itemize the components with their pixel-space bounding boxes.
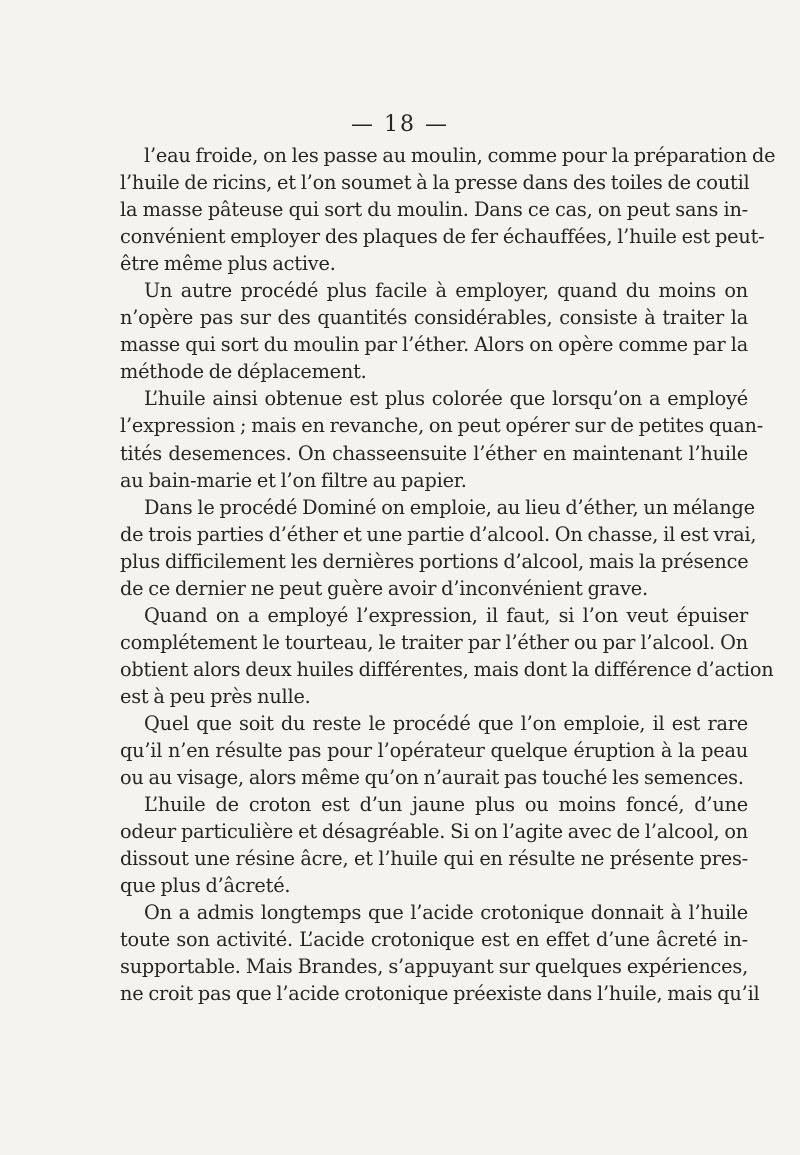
text-line: ou au visage, alors même qu’on n’aurait pas touché les semences.: [120, 766, 744, 790]
paragraph: [120, 791, 748, 899]
text-line: obtient alors deux huiles différentes, mais dont la différence d’action: [120, 657, 774, 681]
paragraph: [120, 710, 748, 791]
text-line: supportable. Mais Brandes, s’appuyant sur quelques expériences,: [120, 955, 748, 979]
text-line: odeur particulière et désagréable. Si on l’agite avec de l’alcool, on: [120, 820, 748, 844]
text-line: toute son activité. L’acide crotonique est en effet d’une âcreté in-: [120, 928, 748, 952]
text-line: L’huile ainsi obtenue est plus colorée que lorsqu’on a employé: [144, 387, 748, 411]
text-line: Quand on a employé l’expression, il faut, si l’on veut épuiser: [144, 603, 748, 627]
text-line: L’huile de croton est d’un jaune plus ou moins foncé, d’une: [144, 793, 748, 817]
page-number: — 18 —: [351, 112, 449, 137]
text-line: la masse pâteuse qui sort du moulin. Dans ce cas, on peut sans in-: [120, 198, 748, 222]
text-line: tités desemences. On chasseensuite l’éther en maintenant l’huile: [120, 441, 748, 465]
text-line: Dans le procédé Dominé on emploie, au lieu d’éther, un mélange: [144, 495, 755, 519]
text-line: convénient employer des plaques de fer échauffées, l’huile est peut-: [120, 225, 765, 249]
text-line: plus difficilement les dernières portions d’alcool, mais la présence: [120, 549, 749, 573]
paragraph: [120, 602, 774, 710]
text-line: masse qui sort du moulin par l’éther. Alors on opère comme par la: [120, 333, 748, 357]
text-line: l’expression ; mais en revanche, on peut opérer sur de petites quan-: [120, 414, 764, 438]
text-line: l’huile de ricins, et l’on soumet à la presse dans des toiles de coutil: [120, 171, 750, 195]
text-line: de trois parties d’éther et une partie d’alcool. On chasse, il est vrai,: [120, 522, 757, 546]
text-line: l’eau froide, on les passe au moulin, comme pour la préparation de: [144, 144, 776, 167]
paragraph: [120, 494, 757, 602]
text-line: Quel que soit du reste le procédé que l’on emploie, il est rare: [144, 711, 748, 735]
paragraph: [120, 277, 748, 385]
text-line: que plus d’âcreté.: [120, 874, 291, 898]
paragraph: [120, 899, 760, 1007]
text-line: Un autre procédé plus facile à employer, quand du moins on: [144, 279, 748, 303]
paragraph: [120, 385, 764, 493]
text-line: au bain-marie et l’on filtre au papier.: [120, 468, 467, 492]
text-line: dissout une résine âcre, et l’huile qui en résulte ne présente pres-: [120, 847, 748, 871]
paragraph: [120, 142, 776, 277]
text-line: être même plus active.: [120, 252, 336, 276]
text-line: de ce dernier ne peut guère avoir d’inconvénient grave.: [120, 576, 648, 600]
text-line: On a admis longtemps que l’acide crotonique donnait à l’huile: [144, 901, 748, 925]
text-line: ne croit pas que l’acide crotonique préexiste dans l’huile, mais qu’il: [120, 982, 760, 1006]
text-line: est à peu près nulle.: [120, 684, 311, 708]
text-line: qu’il n’en résulte pas pour l’opérateur quelque éruption à la peau: [120, 739, 748, 763]
body-text: [120, 142, 776, 1008]
text-line: n’opère pas sur des quantités considérables, consiste à traiter la: [120, 306, 748, 330]
text-line: méthode de déplacement.: [120, 360, 367, 384]
text-line: complétement le tourteau, le traiter par l’éther ou par l’alcool. On: [120, 630, 748, 654]
